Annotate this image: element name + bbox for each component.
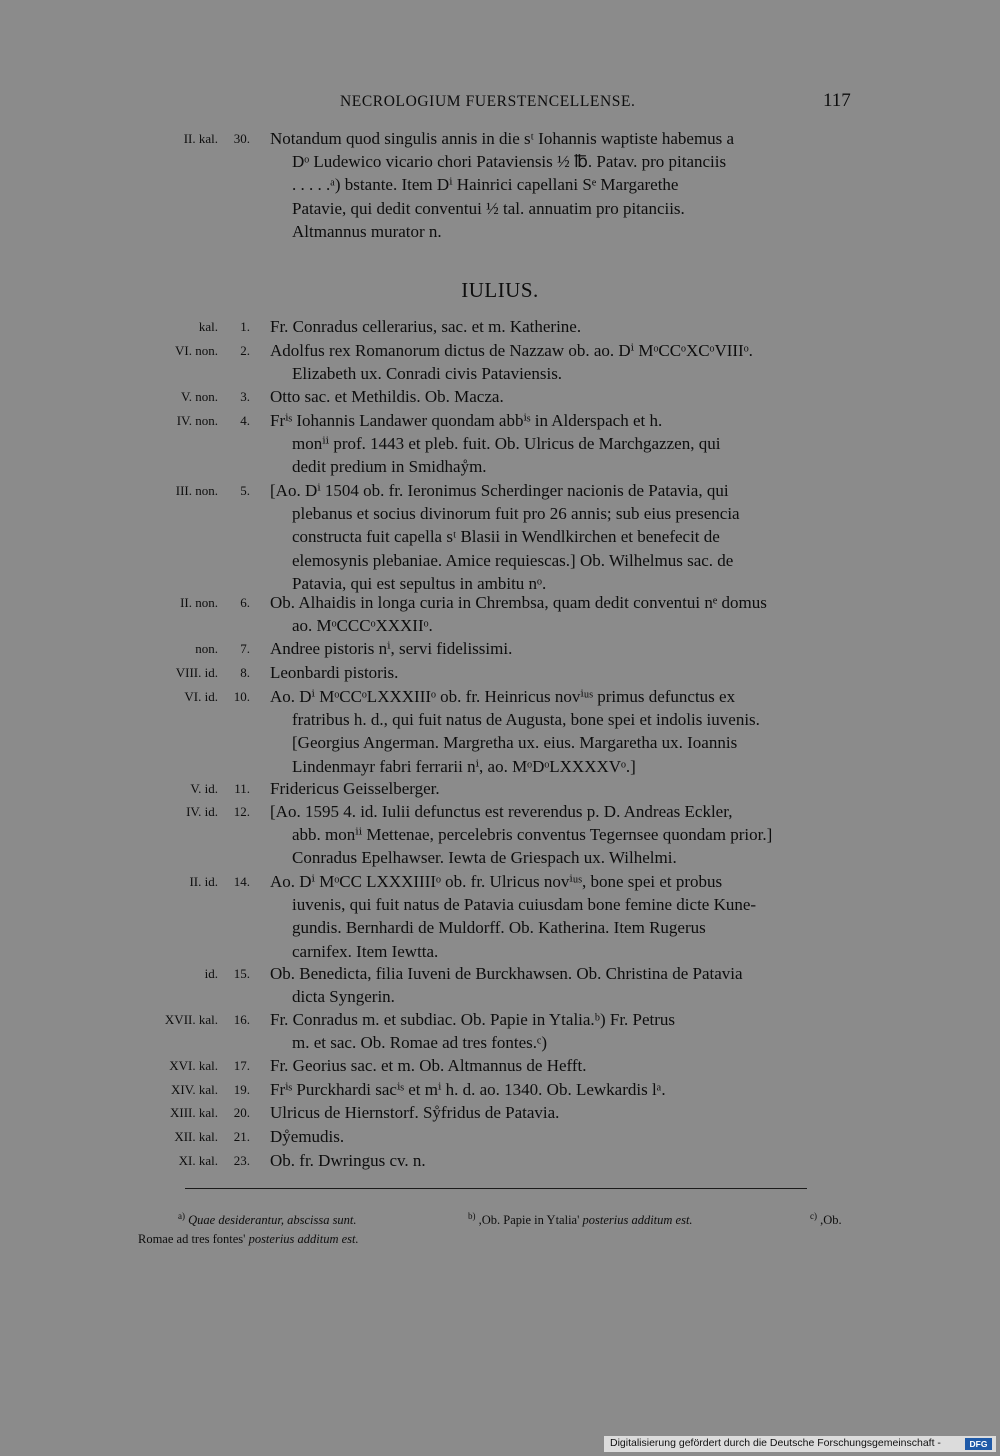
entry-date: XII. kal. <box>174 1129 218 1144</box>
entry-line: Fridericus Geisselberger. <box>270 779 440 798</box>
entry-line: . . . . .ᵃ) bstante. Item Dⁱ Hainrici capellani Sᵉ Margarethe <box>292 175 679 195</box>
entry-day: 17. <box>233 1058 250 1073</box>
entry-text <box>270 870 858 963</box>
entry-line: Fr. Georius sac. et m. Ob. Altmannus de Hefft. <box>270 1056 587 1075</box>
entry-line: [Georgius Angerman. Margretha ux. eius. Margaretha ux. Ioannis <box>292 733 738 753</box>
entry-text <box>270 409 858 479</box>
entry-text <box>270 479 858 595</box>
entry-date: XVII. kal. <box>164 1012 218 1027</box>
entry-day: 6. <box>240 595 250 610</box>
entry-line: gundis. Bernhardi de Muldorff. Ob. Katherina. Item Rugerus <box>292 918 706 938</box>
entry-day: 21. <box>233 1129 250 1144</box>
digitization-credit-bar <box>604 1436 996 1452</box>
entry-line: [Ao. Dⁱ 1504 ob. fr. Ieronimus Scherdinger nacionis de Patavia, qui <box>270 481 729 500</box>
entry-day: 1. <box>240 319 250 334</box>
footnote-quote: ,Ob. Papie in Ytalia' <box>478 1213 580 1227</box>
entry-line: constructa fuit capella sᵗ Blasii in Wendlkirchen et benefecit de <box>292 527 720 547</box>
entry-day: 15. <box>233 966 250 981</box>
entry-text <box>270 962 858 1008</box>
entry-line: Dᵒ Ludewico vicario chori Pataviensis ½ ℔. Patav. pro pitanciis <box>292 152 727 172</box>
entry-date: non. <box>195 641 218 656</box>
entry-date: IV. non. <box>176 413 218 428</box>
entry-date: II. non. <box>180 595 218 610</box>
entry-line: Ulricus de Hiernstorf. Sẙfridus de Patavia. <box>270 1103 560 1122</box>
section-title: IULIUS. <box>461 278 539 302</box>
entry-day: 2. <box>240 343 250 358</box>
entry-line: Altmannus murator n. <box>292 221 442 241</box>
entry-date: id. <box>204 966 218 981</box>
entry-day: 4. <box>240 413 250 428</box>
entry-line: Frⁱˢ Iohannis Landawer quondam abbⁱˢ in Alderspach et h. <box>270 411 663 430</box>
entry-line: Ao. Dⁱ MᵒCC LXXXIIIIᵒ ob. fr. Ulricus novⁱᵘˢ, bone spei et probus <box>270 872 723 891</box>
entry-date: XVI. kal. <box>169 1058 218 1073</box>
entry-date: II. id. <box>189 874 218 889</box>
entry-text <box>270 637 858 660</box>
entry-line: Conradus Epelhawser. Iewta de Griespach ux. Wilhelmi. <box>292 848 677 868</box>
entry-line: Fr. Conradus cellerarius, sac. et m. Katherine. <box>270 317 582 336</box>
page-number: 117 <box>823 90 851 111</box>
entry-date: XI. kal. <box>178 1153 218 1168</box>
entry-day: 8. <box>240 665 250 680</box>
entry-text <box>270 1101 858 1124</box>
entry-line: m. et sac. Ob. Romae ad tres fontes.ᶜ) <box>292 1033 548 1053</box>
entry-date: V. id. <box>190 781 218 796</box>
entry-line: dedit predium in Smidhaẙm. <box>292 457 487 477</box>
entry-text <box>270 1149 858 1172</box>
entry-text <box>270 661 858 684</box>
entry-day: 19. <box>233 1082 250 1097</box>
footnote-c-continued <box>138 1229 359 1249</box>
entry-line: [Ao. 1595 4. id. Iulii defunctus est reverendus p. D. Andreas Eckler, <box>270 802 733 821</box>
entry-date: XIV. kal. <box>170 1082 218 1097</box>
entry-day: 16. <box>233 1012 250 1027</box>
entry-date: IV. id. <box>186 804 218 819</box>
entry-line: Leonbardi pistoris. <box>270 663 399 682</box>
footnote-text: posterius additum est. <box>582 1213 693 1227</box>
footnote-text: Quae desiderantur, abscissa sunt. <box>188 1213 357 1227</box>
entry-date: II. kal. <box>183 131 218 146</box>
entry-line: Notandum quod singulis annis in die sᵗ Iohannis waptiste habemus a <box>270 129 735 148</box>
entry-line: Elizabeth ux. Conradi civis Pataviensis. <box>292 364 563 384</box>
entry-date: III. non. <box>175 483 218 498</box>
entry-text <box>270 1125 858 1148</box>
entry-day: 5. <box>240 483 250 498</box>
entry-day: 12. <box>233 804 250 819</box>
footnote-mark: a) <box>178 1210 185 1221</box>
entry-date: VI. id. <box>184 689 218 704</box>
entry-text <box>270 315 858 338</box>
entry-text <box>270 339 858 385</box>
entry-day: 10. <box>233 689 250 704</box>
entry-day: 30. <box>233 131 250 146</box>
entry-text <box>270 685 858 778</box>
entry-line: Dẙemudis. <box>270 1127 345 1146</box>
footnote-mark: c) <box>810 1210 817 1221</box>
entry-line: dicta Syngerin. <box>292 987 395 1007</box>
entry-text <box>270 1008 858 1054</box>
entry-date: XIII. kal. <box>169 1105 218 1120</box>
entry-day: 23. <box>233 1153 250 1168</box>
entry-text <box>270 777 858 800</box>
entry-day: 14. <box>233 874 250 889</box>
entry-line: Ob. Benedicta, filia Iuveni de Burckhawsen. Ob. Christina de Patavia <box>270 964 743 983</box>
entry-day: 3. <box>240 389 250 404</box>
entry-day: 11. <box>234 781 250 796</box>
entry-line: ao. MᵒCCCᵒXXXIIᵒ. <box>292 616 433 636</box>
entry-line: Ob. fr. Dwringus cv. n. <box>270 1151 426 1170</box>
entry-line: iuvenis, qui fuit natus de Patavia cuiusdam bone femine dicte Kune- <box>292 895 757 915</box>
entry-line: Otto sac. et Methildis. Ob. Macza. <box>270 387 504 406</box>
footnote-mark: b) <box>468 1210 476 1221</box>
entry-line: fratribus h. d., qui fuit natus de Augusta, bone spei et indolis iuvenis. <box>292 710 760 730</box>
entry-day: 20. <box>233 1105 250 1120</box>
entry-text <box>270 1078 858 1101</box>
credit-text: Digitalisierung gefördert durch die Deutsche Forschungsgemeinschaft - <box>610 1437 941 1449</box>
entry-line: Patavie, qui dedit conventui ½ tal. annuatim pro pitanciis. <box>292 198 685 218</box>
entry-line: monⁱⁱ prof. 1443 et pleb. fuit. Ob. Ulricus de Marchgazzen, qui <box>292 434 721 454</box>
entry-line: Ob. Alhaidis in longa curia in Chrembsa, quam dedit conventui nᵉ domus <box>270 593 767 612</box>
footnote-quote: Romae ad tres fontes' <box>138 1232 246 1246</box>
running-title: NECROLOGIUM FUERSTENCELLENSE. <box>340 93 636 110</box>
entry-date: VI. non. <box>175 343 218 358</box>
entry-day: 7. <box>240 641 250 656</box>
entry-date: VIII. id. <box>175 665 218 680</box>
entry-text <box>270 1054 858 1077</box>
entry-date: kal. <box>198 319 218 334</box>
entry-line: Patavia, qui est sepultus in ambitu nᵒ. <box>292 573 547 593</box>
entry-text <box>270 127 858 243</box>
dfg-logo: DFG <box>965 1438 992 1450</box>
entry-text <box>270 385 858 408</box>
entry-date: V. non. <box>181 389 218 404</box>
entry-line: abb. monⁱⁱ Mettenae, percelebris conventus Tegernsee quondam prior.] <box>292 825 773 845</box>
entry-line: Lindenmayr fabri ferrarii nⁱ, ao. MᵒDᵒLXXXXVᵒ.] <box>292 756 636 776</box>
entry-line: plebanus et socius divinorum fuit pro 26 annis; sub eius presencia <box>292 504 740 524</box>
footnote-text: posterius additum est. <box>248 1232 359 1246</box>
entry-line: Andree pistoris nⁱ, servi fidelissimi. <box>270 639 513 658</box>
entry-line: Adolfus rex Romanorum dictus de Nazzaw ob. ao. Dⁱ MᵒCCᵒXCᵒVIIIᵒ. <box>270 341 753 360</box>
entry-line: elemosynis plebaniae. Amice requiescas.] Ob. Wilhelmus sac. de <box>292 550 734 570</box>
footnote-c <box>810 1210 842 1230</box>
footnote-rule <box>185 1188 807 1189</box>
entry-line: Fr. Conradus m. et subdiac. Ob. Papie in Ytalia.ᵇ) Fr. Petrus <box>270 1010 676 1029</box>
entry-line: Frⁱˢ Purckhardi sacⁱˢ et mⁱ h. d. ao. 1340. Ob. Lewkardis lᵃ. <box>270 1080 666 1099</box>
entry-text <box>270 591 858 637</box>
page-header <box>0 90 1000 117</box>
entry-line: Ao. Dⁱ MᵒCCᵒLXXXIIIᵒ ob. fr. Heinricus novⁱᵘˢ primus defunctus ex <box>270 687 736 706</box>
entry-text <box>270 800 858 870</box>
entry-line: carnifex. Item Iewtta. <box>292 941 439 961</box>
footnote-b <box>468 1210 693 1230</box>
footnote-a <box>178 1210 357 1230</box>
footnote-quote: ,Ob. <box>820 1213 842 1227</box>
